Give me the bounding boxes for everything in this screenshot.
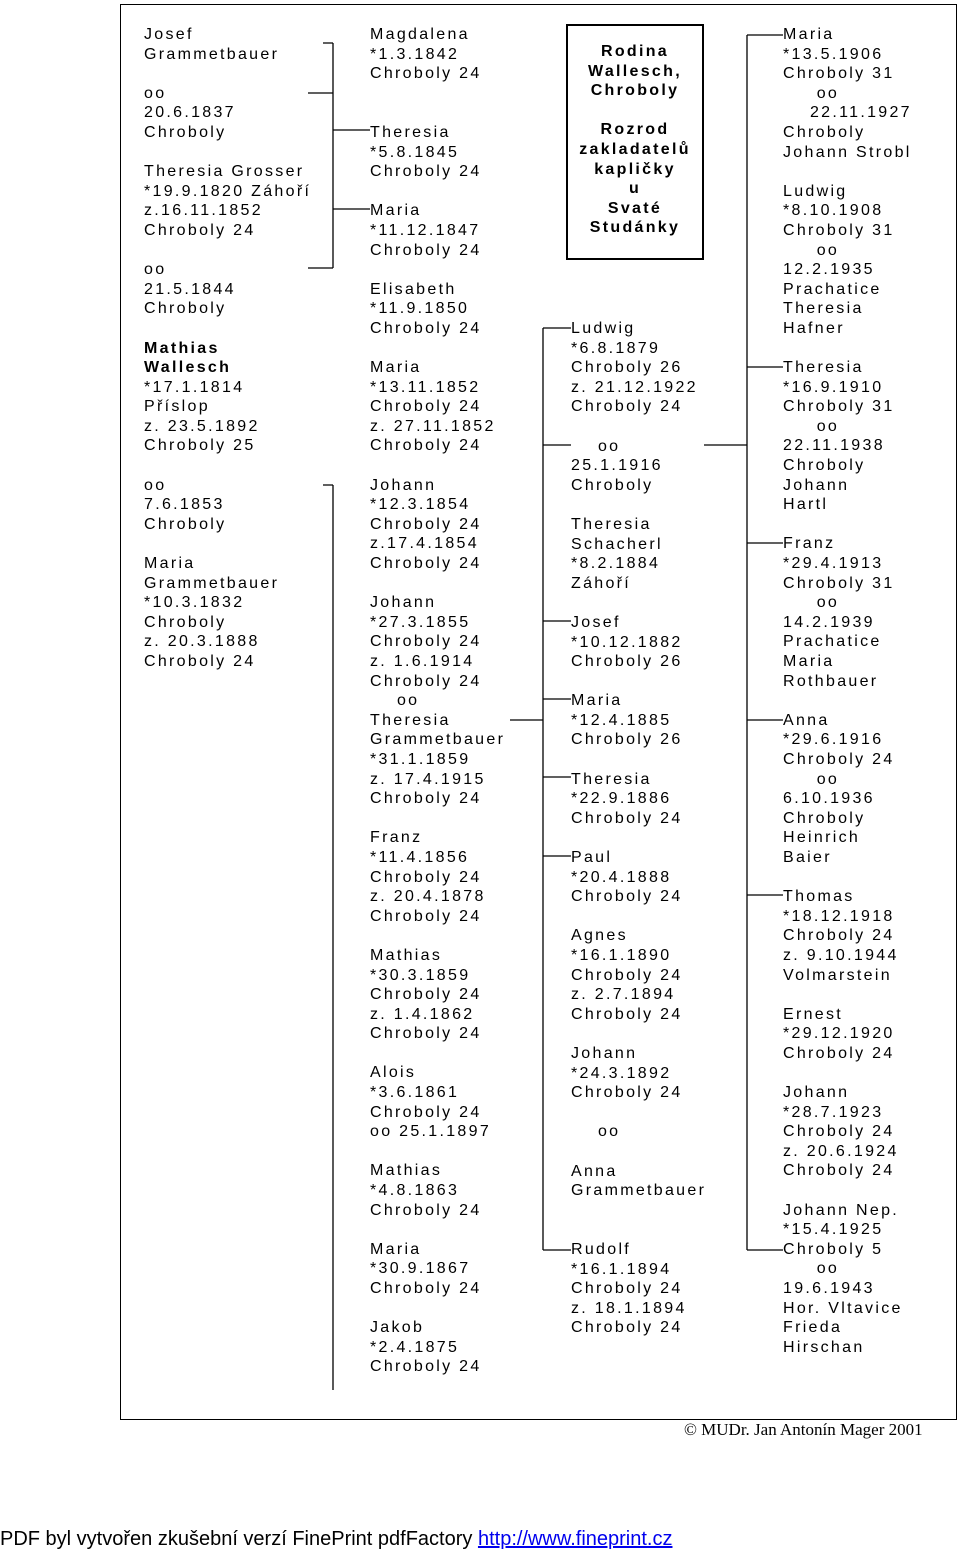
column2-line: Maria [370,1240,422,1258]
column1-line: 7.6.1853 [144,496,225,514]
column1-line: *17.1.1814 [144,378,245,396]
column4-line: Chroboly [783,809,866,827]
column4-line: Maria [783,653,835,670]
column4-line: Franz [783,535,836,553]
title-line: zakladatelů [579,140,691,158]
column4-line: Chroboly [783,123,866,141]
column2-line: Theresia [370,123,451,141]
column1-line: z. 23.5.1892 [144,417,260,435]
column4-line: 6.10.1936 [783,790,875,808]
column2-line: Chroboly 24 [370,672,482,690]
column1-line: 21.5.1844 [144,280,236,298]
column4-line: Chroboly 5 [783,1240,884,1258]
column2-line: Chroboly 24 [370,907,482,925]
column4-line: z. 20.6.1924 [783,1142,899,1160]
column4-line: Chroboly 24 [783,750,895,768]
column1-line: Wallesch [144,359,232,377]
column2-line: *3.6.1861 [370,1084,460,1102]
column3-line: Rudolf [571,1240,632,1258]
column2-line: Chroboly 24 [370,868,482,886]
title-line: Rodina [600,43,670,60]
column3-line: Johann [571,1044,638,1062]
column4-line: Chroboly 31 [783,221,895,239]
column1-line: Maria [144,555,196,573]
column2-line: Johann [370,476,437,494]
column4-line: Prachatice [783,280,882,298]
column3-line: Agnes [571,927,628,945]
column4-line: oo [783,1260,840,1278]
column1-line: Chroboly 24 [144,221,256,239]
column1-line: *10.3.1832 [144,594,245,612]
column4-line: Chroboly 31 [783,65,895,83]
column4-line: Maria [783,26,835,43]
column3-line: Záhoří [571,574,632,592]
footer-text: PDF byl vytvořen zkušební verzí FinePrint pdfFactory [0,1528,478,1550]
column4-line: Ludwig [783,182,848,200]
column2-line: *5.8.1845 [370,143,460,161]
column3-line: Grammetbauer [571,1182,707,1200]
column3-line: Chroboly 24 [571,966,683,984]
column2-line: Magdalena [370,26,470,43]
column3-line: *10.12.1882 [571,633,683,651]
column2-line: Franz [370,829,423,847]
column3-line: *8.2.1884 [571,555,661,573]
column3-line: *20.4.1888 [571,868,672,886]
column1-line: z. 20.3.1888 [144,633,260,651]
column3-line: Anna [571,1162,618,1180]
column4-line: 14.2.1939 [783,613,875,631]
column4-line: Johann Strobl [783,143,912,161]
column1-line: *19.9.1820 Záhoří [144,182,312,200]
column3-line: *22.9.1886 [571,790,672,808]
column4-line: Heinrich [783,829,861,847]
column4-line: oo [783,594,840,612]
column4-line: *15.4.1925 [783,1221,884,1239]
column1-line: oo [144,261,167,279]
column2-line: z. 20.4.1878 [370,888,486,906]
footer-link[interactable]: http://www.fineprint.cz [477,1528,673,1550]
column2-line: Chroboly 24 [370,163,482,181]
column1-line: Příslop [144,398,210,416]
column4-line: *16.9.1910 [783,378,884,396]
column4-line: Theresia [783,300,864,318]
column3-line: Chroboly 26 [571,731,683,749]
column3-line: *12.4.1885 [571,711,672,729]
column4-line: Thomas [783,888,855,906]
column2-line: Chroboly 24 [370,1201,482,1219]
column1-line: Theresia Grosser [144,163,305,181]
column4-line: Johann [783,1084,850,1102]
column3-line: Paul [571,849,613,867]
column4-line: *18.12.1918 [783,907,895,925]
column1-line: Chroboly [144,123,227,141]
column2-line: Johann [370,594,437,612]
column4-line: oo [783,770,840,788]
column2-line: *12.3.1854 [370,496,471,514]
column2-line: *30.9.1867 [370,1260,471,1278]
title-line: u [628,180,642,198]
column3-line: Chroboly 24 [571,809,683,827]
column3-line: Chroboly [571,476,654,494]
column3-line: Chroboly 24 [571,888,683,906]
column2-line: oo 25.1.1897 [370,1123,492,1141]
column2-line: Chroboly 24 [370,1103,482,1121]
column2-line: z.17.4.1854 [370,535,479,553]
column2-line: *30.3.1859 [370,966,471,984]
column2-line: *11.12.1847 [370,221,481,239]
column1-line: z.16.11.1852 [144,202,263,220]
column3-line: Schacherl [571,535,663,553]
column3-line: *6.8.1879 [571,339,661,357]
column3-line: Josef [571,613,621,631]
column4-line: Chroboly 24 [783,1162,895,1180]
column3-line: z. 18.1.1894 [571,1299,687,1317]
column3-line: Chroboly 24 [571,398,683,416]
title-line: Chroboly [590,82,680,100]
column2-line: z. 27.11.1852 [370,417,496,435]
column4-line: Johann Nep. [783,1201,900,1219]
column1-line: Mathias [144,339,220,357]
column2-line: Chroboly 24 [370,1280,482,1297]
column4-line: Anna [783,711,830,729]
column1-line: oo [144,84,167,102]
column4-line: Chroboly [783,457,866,475]
column4-line: Rothbauer [783,672,879,690]
column2-line: Mathias [370,1162,443,1180]
column3-line: *16.1.1894 [571,1260,672,1278]
column4-line: Hartl [783,496,829,514]
column3-line: Chroboly 26 [571,359,683,377]
column2-line: Chroboly 24 [370,1025,482,1043]
column2-line: Jakob [370,1319,425,1337]
column4-line: *29.4.1913 [783,555,884,573]
column4-line: Baier [783,848,832,866]
column2-line: Chroboly 24 [370,398,482,416]
column2-line: oo [370,692,420,710]
column3-line: Chroboly 24 [571,1084,683,1102]
column2-line: *1.3.1842 [370,45,460,63]
column3-line: z. 2.7.1894 [571,986,676,1004]
title-line: kapličky [594,160,676,178]
column4-line: 22.11.1938 [783,437,885,455]
column4-line: Hirschan [783,1338,865,1356]
column3-line: Ludwig [571,320,636,337]
column2-line: Elisabeth [370,280,457,298]
title-line: Studánky [589,219,681,237]
column3-line: Theresia [571,770,652,788]
column1-line: 20.6.1837 [144,104,236,122]
column1-line: Josef [144,26,194,43]
column4-line: Hafner [783,319,845,337]
column2-line: Maria [370,359,422,377]
column1-line: Chroboly [144,300,227,318]
column3-line: *16.1.1890 [571,947,672,964]
column3-line: Chroboly 26 [571,653,683,671]
column4-line: *29.12.1920 [783,1025,895,1043]
column3-line: Maria [571,692,623,710]
title-line: Rozrod [600,121,670,139]
column4-line: *8.10.1908 [783,202,884,220]
column3-line: Chroboly 24 [571,1280,683,1298]
column1-line: Grammetbauer [144,45,280,63]
column2-line: z. 1.6.1914 [370,653,475,670]
column4-line: *28.7.1923 [783,1103,884,1121]
column4-line: *13.5.1906 [783,45,884,63]
column2-line: *2.4.1875 [370,1338,460,1356]
column2-line: *27.3.1855 [370,613,471,631]
column4-line: oo [783,84,840,102]
column4-line: Johann [783,476,850,494]
title-line: Wallesch, [588,62,682,80]
column4-line: Chroboly 31 [783,574,895,592]
column2-line: Chroboly 24 [370,515,482,533]
column1-line: Chroboly [144,515,227,533]
column1-line: Chroboly 25 [144,437,256,455]
column2-line: Theresia [370,711,451,729]
column2-line: z. 1.4.1862 [370,1005,475,1023]
column2-line: Chroboly 24 [370,1358,482,1376]
title-line: Svaté [607,199,663,217]
column2-line: Chroboly 24 [370,65,482,83]
column2-line: Chroboly 24 [370,319,482,337]
column3-line: *24.3.1892 [571,1064,672,1082]
column3-line: 25.1.1916 [571,457,663,475]
column2-line: Chroboly 24 [370,241,482,259]
column4-line: Chroboly 31 [783,398,895,416]
column2-line: *13.11.1852 [370,378,481,396]
column4-line: Ernest [783,1005,844,1023]
column3-line: oo [571,437,621,455]
column4-line: Chroboly 24 [783,1044,895,1062]
column3-line: Theresia [571,515,652,533]
column3-line: Chroboly 24 [571,1005,683,1023]
column1-line: Chroboly [144,613,227,631]
column2-line: Chroboly 24 [370,790,482,808]
column3-line: oo [571,1123,621,1141]
column2-line: *11.9.1850 [370,300,470,318]
column4-line: Frieda [783,1319,843,1337]
column2-line: z. 17.4.1915 [370,770,486,788]
column1-line: oo [144,476,167,494]
column4-line: Chroboly 24 [783,927,895,945]
column4-line: oo [783,241,840,259]
column4-line: *29.6.1916 [783,731,884,749]
column2-line: *11.4.1856 [370,848,470,866]
column1-line: Grammetbauer [144,574,280,592]
pdf-footer [0,1528,672,1551]
column4-line: Prachatice [783,633,882,651]
column2-line: Chroboly 24 [370,437,482,455]
column2-line: Mathias [370,946,443,964]
column4-line: oo [783,417,840,435]
column2-line: *4.8.1863 [370,1182,460,1200]
column2-line: *31.1.1859 [370,750,471,768]
column4-line: 12.2.1935 [783,261,875,279]
column2-line: Chroboly 24 [370,555,482,573]
column2-line: Maria [370,202,422,220]
column4-line: Hor. Vltavice [783,1299,903,1317]
column4-line: Chroboly 24 [783,1123,895,1141]
column4-line: Theresia [783,359,864,377]
column4-line: 19.6.1943 [783,1280,875,1297]
column2-line: Chroboly 24 [370,633,482,651]
copyright-notice: © MUDr. Jan Antonín Mager 2001 [684,1420,923,1439]
column2-line: Chroboly 24 [370,986,482,1004]
column4-line: Volmarstein [783,966,892,984]
column3-line: z. 21.12.1922 [571,378,698,396]
column4-line: 22.11.1927 [783,104,912,122]
column2-line: Alois [370,1064,417,1082]
column1-line: Chroboly 24 [144,653,256,670]
column3-line: Chroboly 24 [571,1319,683,1337]
column4-line: z. 9.10.1944 [783,946,899,964]
column2-line: Grammetbauer [370,731,506,749]
